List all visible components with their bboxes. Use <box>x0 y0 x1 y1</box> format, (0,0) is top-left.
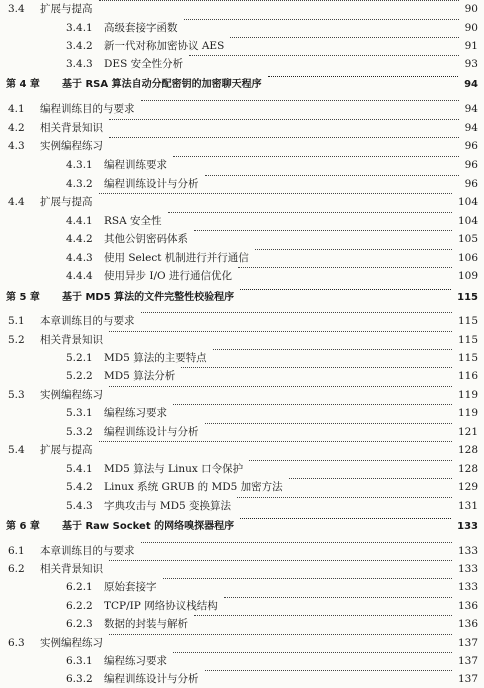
toc-entry-page-number: 116 <box>457 370 478 382</box>
dot-leader <box>168 212 452 213</box>
toc-entry-title: 实例编程练习 <box>40 389 103 401</box>
toc-entry-page-number: 119 <box>457 389 478 401</box>
toc-entry-number: 6.3.2 <box>66 673 93 685</box>
dot-leader <box>109 634 452 635</box>
toc-entry <box>0 367 484 385</box>
toc-entry <box>0 349 484 367</box>
toc-entry-page-number: 106 <box>457 252 478 264</box>
toc-entry-number: 4.1 <box>8 103 25 115</box>
dot-leader <box>205 670 452 671</box>
toc-entry-title: 原始套接字 <box>104 581 157 593</box>
toc-entry <box>0 423 484 441</box>
toc-entry-title: 相关背景知识 <box>40 334 103 346</box>
dot-leader <box>194 230 452 231</box>
toc-entry-title: 编程训练目的与要求 <box>40 103 135 115</box>
toc-entry-number: 第 6 章 <box>6 521 40 532</box>
toc-entry-number: 5.2 <box>8 334 25 346</box>
toc-entry-number: 6.2.1 <box>66 581 93 593</box>
toc-entry-title: TCP/IP 网络协议栈结构 <box>104 600 218 612</box>
dot-leader <box>173 156 459 157</box>
toc-entry-page-number: 94 <box>464 79 478 90</box>
toc-entry-title: 基于 Raw Socket 的网络嗅探器程序 <box>62 521 235 532</box>
toc-entry <box>0 331 484 349</box>
toc-entry <box>0 119 484 137</box>
toc-entry <box>0 652 484 670</box>
toc-entry-title: MD5 算法分析 <box>104 370 176 382</box>
toc-entry-number: 5.3.2 <box>66 426 93 438</box>
toc-entry-number: 5.2.2 <box>66 370 93 382</box>
toc-entry-number: 5.1 <box>8 315 25 327</box>
toc-entry <box>0 156 484 174</box>
toc-entry-page-number: 128 <box>457 444 478 456</box>
dot-leader <box>173 652 452 653</box>
dot-leader <box>109 119 459 120</box>
dot-leader <box>268 76 458 77</box>
toc-entry-page-number: 137 <box>457 655 478 667</box>
toc-entry-title: 实例编程练习 <box>40 637 103 649</box>
dot-leader <box>163 578 452 579</box>
toc-entry-page-number: 90 <box>464 22 478 34</box>
dot-leader <box>141 100 459 101</box>
toc-entry-number: 4.3.1 <box>66 159 93 171</box>
toc-entry-number: 5.4.2 <box>66 481 93 493</box>
toc-entry-title: 编程训练设计与分析 <box>104 673 199 685</box>
toc-entry-title: 基于 MD5 算法的文件完整性校验程序 <box>62 292 235 303</box>
dot-leader <box>240 289 451 290</box>
toc-entry-title: Linux 系统 GRUB 的 MD5 加密方法 <box>104 481 283 493</box>
dot-leader <box>173 404 452 405</box>
dot-leader <box>181 367 452 368</box>
toc-entry-title: 扩展与提高 <box>40 444 93 456</box>
dot-leader <box>184 19 459 20</box>
toc-entry-number: 4.4.1 <box>66 215 93 227</box>
toc-entry-title: 相关背景知识 <box>40 563 103 575</box>
dot-leader <box>109 560 452 561</box>
toc-entry-number: 5.4.1 <box>66 463 93 475</box>
toc-entry-title: 扩展与提高 <box>40 3 93 15</box>
dot-leader <box>99 193 452 194</box>
toc-chapter-entry <box>0 518 484 536</box>
toc-entry <box>0 615 484 633</box>
toc-entry-number: 4.3 <box>8 140 25 152</box>
dot-leader <box>109 137 459 138</box>
toc-entry-number: 4.4 <box>8 196 25 208</box>
toc-entry-page-number: 137 <box>457 673 478 685</box>
dot-leader <box>249 460 452 461</box>
toc-entry-page-number: 133 <box>457 521 478 532</box>
toc-entry <box>0 578 484 596</box>
toc-entry-number: 4.4.3 <box>66 252 93 264</box>
toc-entry-page-number: 133 <box>457 545 478 557</box>
toc-entry-title: MD5 算法与 Linux 口令保护 <box>104 463 244 475</box>
toc-entry <box>0 193 484 211</box>
toc-entry-page-number: 93 <box>464 58 478 70</box>
toc-entry-number: 4.3.2 <box>66 178 93 190</box>
dot-leader <box>224 597 452 598</box>
toc-entry-title: 其他公钥密码体系 <box>104 233 188 245</box>
toc-entry <box>0 212 484 230</box>
toc-entry-title: 字典攻击与 MD5 变换算法 <box>104 500 232 512</box>
toc-entry <box>0 19 484 37</box>
dot-leader <box>99 0 459 1</box>
toc-entry-title: MD5 算法的主要特点 <box>104 352 207 364</box>
toc-entry-number: 3.4.3 <box>66 58 93 70</box>
toc-entry-number: 6.3.1 <box>66 655 93 667</box>
toc-entry <box>0 542 484 560</box>
toc-entry-title: 本章训练目的与要求 <box>40 315 135 327</box>
toc-entry-page-number: 109 <box>457 270 478 282</box>
toc-entry <box>0 670 484 688</box>
toc-entry <box>0 137 484 155</box>
toc-entry-page-number: 105 <box>457 233 478 245</box>
toc-entry-page-number: 128 <box>457 463 478 475</box>
toc-entry <box>0 460 484 478</box>
dot-leader <box>109 386 452 387</box>
toc-entry-number: 4.4.4 <box>66 270 93 282</box>
dot-leader <box>99 441 452 442</box>
dot-leader <box>205 175 459 176</box>
toc-entry-title: 编程训练要求 <box>104 159 167 171</box>
toc-entry <box>0 441 484 459</box>
dot-leader <box>230 37 459 38</box>
toc-entry-page-number: 137 <box>457 637 478 649</box>
toc-entry <box>0 267 484 285</box>
toc-entry-number: 6.2.3 <box>66 618 93 630</box>
toc-entry-number: 4.2 <box>8 122 25 134</box>
toc-entry-title: 编程练习要求 <box>104 407 167 419</box>
dot-leader <box>240 518 451 519</box>
toc-entry-number: 6.2 <box>8 563 25 575</box>
toc-entry-page-number: 133 <box>457 581 478 593</box>
toc-entry <box>0 0 484 18</box>
toc-entry <box>0 478 484 496</box>
toc-entry <box>0 560 484 578</box>
dot-leader <box>141 312 452 313</box>
dot-leader <box>109 331 452 332</box>
toc-entry-page-number: 115 <box>457 292 478 303</box>
toc-entry-number: 5.4.3 <box>66 500 93 512</box>
toc-entry-page-number: 121 <box>457 426 478 438</box>
toc-entry-title: 相关背景知识 <box>40 122 103 134</box>
toc-entry <box>0 37 484 55</box>
toc-entry-title: 使用 Select 机制进行并行通信 <box>104 252 249 264</box>
toc-entry-number: 第 4 章 <box>6 79 40 90</box>
toc-entry-number: 3.4.1 <box>66 22 93 34</box>
toc-entry-number: 第 5 章 <box>6 292 40 303</box>
toc-entry-number: 6.2.2 <box>66 600 93 612</box>
toc-entry-number: 6.3 <box>8 637 25 649</box>
dot-leader <box>289 478 452 479</box>
toc-entry <box>0 230 484 248</box>
toc-entry-page-number: 94 <box>464 103 478 115</box>
toc-entry-number: 3.4 <box>8 3 25 15</box>
dot-leader <box>189 55 459 56</box>
toc-entry-title: 本章训练目的与要求 <box>40 545 135 557</box>
toc-entry-page-number: 131 <box>457 500 478 512</box>
toc-entry <box>0 597 484 615</box>
toc-entry-page-number: 115 <box>457 334 478 346</box>
toc-entry-title: 编程训练设计与分析 <box>104 426 199 438</box>
toc-entry-title: 实例编程练习 <box>40 140 103 152</box>
toc-entry <box>0 404 484 422</box>
toc-chapter-entry <box>0 289 484 307</box>
toc-entry-page-number: 129 <box>457 481 478 493</box>
toc-entry-title: DES 安全性分析 <box>104 58 184 70</box>
toc-entry-page-number: 115 <box>457 315 478 327</box>
toc-entry-number: 3.4.2 <box>66 40 93 52</box>
toc-entry-title: 使用异步 I/O 进行通信优化 <box>104 270 232 282</box>
toc-entry <box>0 175 484 193</box>
toc-entry-page-number: 91 <box>464 40 478 52</box>
toc-entry-number: 5.3.1 <box>66 407 93 419</box>
toc-entry <box>0 634 484 652</box>
toc-entry-number: 6.1 <box>8 545 25 557</box>
toc-entry-page-number: 96 <box>464 140 478 152</box>
toc-entry-page-number: 115 <box>457 352 478 364</box>
dot-leader <box>194 615 452 616</box>
dot-leader <box>141 542 452 543</box>
toc-entry <box>0 55 484 73</box>
toc-entry-page-number: 119 <box>457 407 478 419</box>
toc-entry-page-number: 136 <box>457 600 478 612</box>
toc-entry-number: 5.3 <box>8 389 25 401</box>
toc-entry-page-number: 104 <box>457 196 478 208</box>
toc-entry-title: 基于 RSA 算法自动分配密钥的加密聊天程序 <box>62 79 262 90</box>
dot-leader <box>255 249 452 250</box>
toc-entry-number: 4.4.2 <box>66 233 93 245</box>
dot-leader <box>238 267 452 268</box>
dot-leader <box>213 349 452 350</box>
toc-entry-title: RSA 安全性 <box>104 215 162 227</box>
toc-entry-page-number: 94 <box>464 122 478 134</box>
toc-entry-title: 高级套接字函数 <box>104 22 178 34</box>
toc-entry-page-number: 133 <box>457 563 478 575</box>
toc-entry-page-number: 96 <box>464 178 478 190</box>
toc-entry-title: 新一代对称加密协议 AES <box>104 40 225 52</box>
toc-entry-page-number: 104 <box>457 215 478 227</box>
toc-entry-page-number: 136 <box>457 618 478 630</box>
toc-entry-title: 数据的封装与解析 <box>104 618 188 630</box>
toc-entry-number: 5.2.1 <box>66 352 93 364</box>
toc-entry-number: 5.4 <box>8 444 25 456</box>
toc-entry <box>0 100 484 118</box>
toc-entry-title: 扩展与提高 <box>40 196 93 208</box>
toc-entry-title: 编程练习要求 <box>104 655 167 667</box>
toc-entry-page-number: 96 <box>464 159 478 171</box>
toc-entry <box>0 497 484 515</box>
toc-entry <box>0 249 484 267</box>
toc-entry-page-number: 90 <box>464 3 478 15</box>
dot-leader <box>205 423 452 424</box>
toc-entry <box>0 312 484 330</box>
dot-leader <box>237 497 452 498</box>
toc-entry-title: 编程训练设计与分析 <box>104 178 199 190</box>
toc-chapter-entry <box>0 76 484 94</box>
toc-entry <box>0 386 484 404</box>
